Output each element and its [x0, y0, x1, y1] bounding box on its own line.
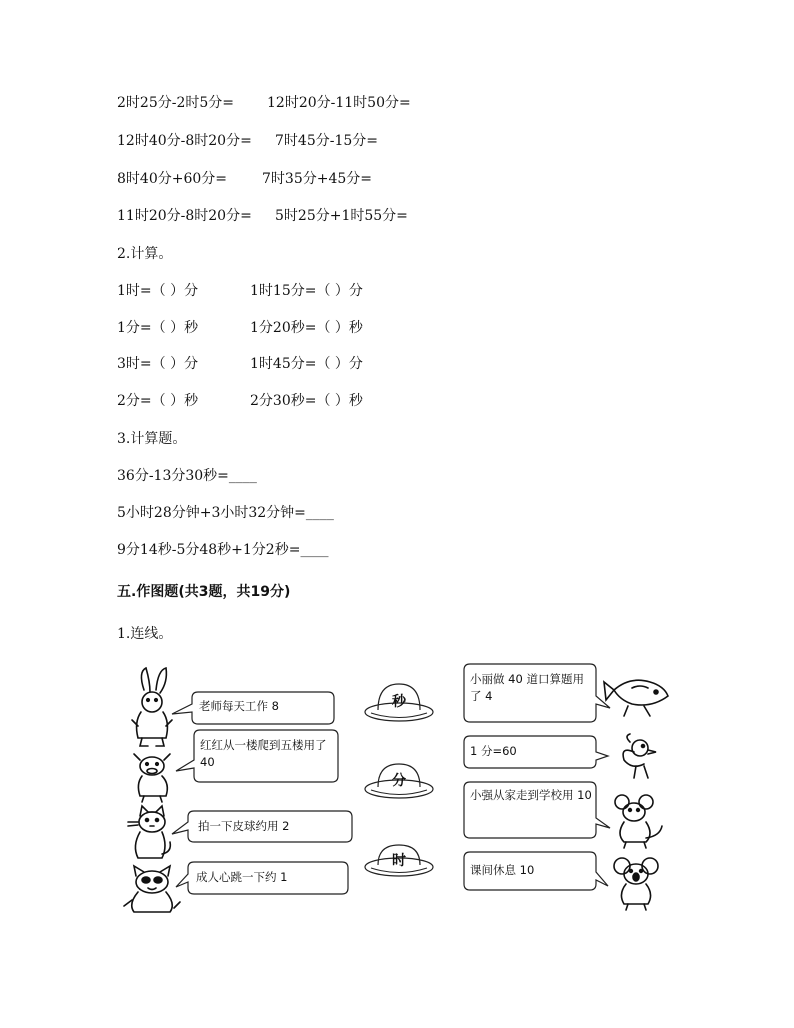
convert-row-1-right: 1时15分=（ ）分 — [250, 283, 363, 299]
calc-row-4-right: 5时25分+1时55分= — [275, 208, 408, 224]
convert-row-2-left: 1分=（ ）秒 — [117, 320, 199, 336]
calc-row-4-left: 11时20分-8时20分= — [117, 208, 252, 224]
convert-row-4-right: 2分30秒=（ ）秒 — [250, 393, 363, 409]
question-3-title: 3.计算题。 — [117, 431, 187, 447]
hat-seconds-label: 秒 — [392, 694, 406, 710]
left-bubble-1-text: 老师每天工作 8 — [199, 699, 279, 713]
question-2-title: 2.计算。 — [117, 246, 173, 262]
question-1-title: 1.连线。 — [117, 626, 173, 642]
calc-row-2-right: 7时45分-15分= — [275, 133, 378, 149]
fish-icon — [604, 680, 668, 716]
convert-row-1-left: 1时=（ ）分 — [117, 283, 199, 299]
calc-row-1-right: 12时20分-11时50分= — [267, 95, 411, 111]
calc-row-2-left: 12时40分-8时20分= — [117, 133, 252, 149]
convert-row-2-right: 1分20秒=（ ）秒 — [250, 320, 363, 336]
calc-row-3-right: 7时35分+45分= — [262, 171, 372, 187]
left-bubble-4-text: 成人心跳一下约 1 — [196, 870, 288, 884]
right-bubble-2-text: 1 分=60 — [470, 744, 517, 758]
section-5-heading: 五.作图题(共3题，共19分) — [117, 584, 291, 600]
rabbit-icon — [132, 668, 172, 746]
calc-question-2: 5小时28分钟+3小时32分钟=____ — [117, 505, 334, 521]
right-bubble-3-text: 小强从家走到学校用 10 — [470, 788, 592, 802]
calc-row-3-left: 8时40分+60分= — [117, 171, 227, 187]
calc-question-1: 36分-13分30秒=____ — [117, 468, 257, 484]
right-bubble-4-text: 课间休息 10 — [470, 863, 535, 877]
left-bubble-3-text: 拍一下皮球约用 2 — [198, 819, 290, 833]
bird-icon — [623, 734, 656, 778]
cow-icon — [134, 754, 170, 802]
hat-hours-label: 时 — [392, 853, 406, 869]
convert-row-3-left: 3时=（ ）分 — [117, 356, 199, 372]
right-bubble-1-text: 小丽做 40 道口算题用了 4 — [470, 672, 584, 703]
left-bubble-2-text: 红红从一楼爬到五楼用了 40 — [200, 738, 327, 769]
calc-question-3: 9分14秒-5分48秒+1分2秒=____ — [117, 542, 329, 558]
mouse-icon — [615, 795, 662, 848]
koala-icon — [614, 858, 658, 910]
cat-icon — [128, 806, 170, 858]
raccoon-icon — [124, 866, 180, 912]
hat-minutes-label: 分 — [392, 773, 406, 789]
convert-row-4-left: 2分=（ ）秒 — [117, 393, 199, 409]
calc-row-1-left: 2时25分-2时5分= — [117, 95, 234, 111]
convert-row-3-right: 1时45分=（ ）分 — [250, 356, 363, 372]
